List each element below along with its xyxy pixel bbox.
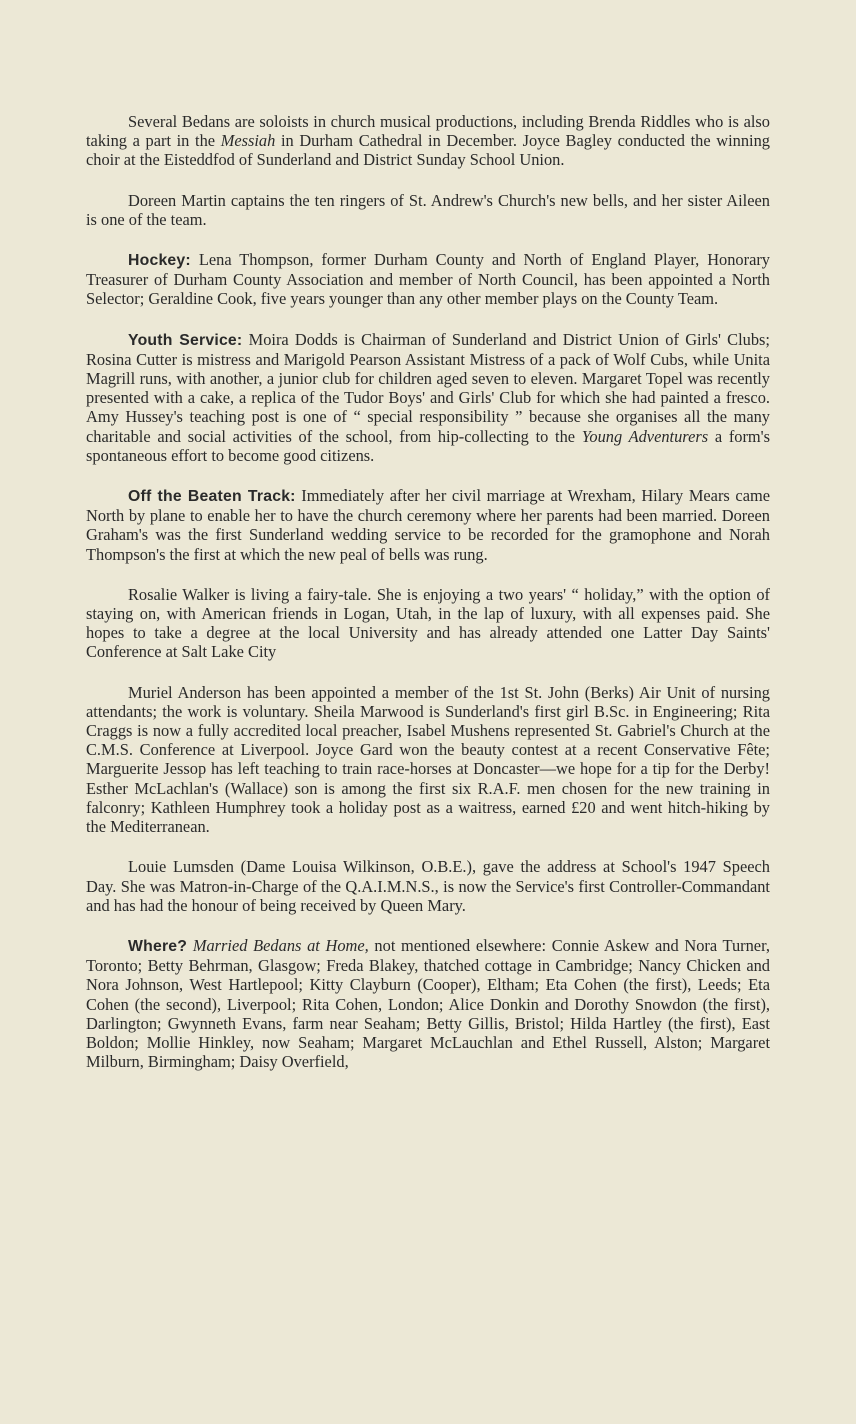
paragraph-text: Immediately after her civil marriage at Wrexham, Hilary Mears came North by plane to enable her to have the church ceremony where her parents had been married. Doreen Graham's was the first Sunderland wedding service to be recorded for the gramophone and Norah Thompson's the first at which the new peal of bells was rung. (86, 486, 770, 564)
paragraph-where (86, 936, 770, 1071)
section-heading-off-the-beaten-track: Off the Beaten Track: (128, 488, 296, 506)
paragraph-muriel-anderson (86, 683, 770, 837)
paragraph-rosalie-walker (86, 585, 770, 662)
paragraph-text: a form's spontaneous effort to become good citizens. (86, 426, 771, 465)
paragraph-text: Doreen Martin captains the ten ringers of St. Andrew's Church's new bells, and her sister Aileen is one of the team. (86, 190, 770, 229)
italic-title-married-bedans: Married Bedans at Home, (192, 935, 369, 955)
section-heading-youth-service: Youth Service: (128, 331, 243, 349)
paragraph-louie-lumsden (86, 857, 770, 915)
paragraph-text: not mentioned elsewhere: Connie Askew and Nora Turner, Toronto; Betty Behrman, Glasgow; Freda Blakey, thatched cottage in Cambridge; Nancy Chicken and Nora Johnson, West Hartlepool; Kitty Clayburn (Cooper), Eltham; Eta Cohen (the first), Leeds; Eta Cohen (the second), Liverpool; Rita Cohen, London; Alice Donkin and Dorothy Snowdon (the first), Darlington; Gwynneth Evans, farm near Seaham; Betty Gillis, Bristol; Hilda Hartley (the first), East Boldon; Mollie Hinkley, now Seaham; Margaret McLauchlan and Ethel Russell, Alston; Margaret Milburn, Birmingham; Daisy Overfield, (86, 935, 770, 1072)
section-heading-hockey: Hockey: (128, 252, 191, 270)
paragraph-text: Rosalie Walker is living a fairy-tale. She is enjoying a two years' “ holiday,” with the option of staying on, with American friends in Logan, Utah, in the lap of luxury, with all expenses paid. She hopes to take a degree at the local University and has already attended one Latter Day Saints' Conference at Salt Lake City (86, 584, 770, 662)
paragraph-hockey (86, 250, 770, 309)
paragraph-text: Muriel Anderson has been appointed a member of the 1st St. John (Berks) Air Unit of nursing attendants; the work is voluntary. Sheila Marwood is Sunderland's first girl B.Sc. in Engineering; Rita Craggs is now a fully accredited local preacher, Isabel Mushens represented St. Gabriel's Church at the C.M.S. Conference at Liverpool. Joyce Gard won the beauty contest at a recent Conservative Fête; Marguerite Jessop has left teaching to train race-horses at Doncaster—we hope for a tip for the Derby! Esther McLachlan's (Wallace) son is among the first six R.A.F. men chosen for the new training in falconry; Kathleen Humphrey took a holiday post as a waitress, earned £20 and went hitch-hiking by the Mediterranean. (86, 682, 770, 837)
paragraph-off-the-beaten-track (86, 486, 770, 564)
italic-title-messiah: Messiah (220, 131, 276, 151)
paragraph-musical-productions (86, 112, 770, 170)
paragraph-text: in Durham Cathedral in December. Joyce Bagley conducted the winning choir at the Eisteddfod of Sunderland and District Sunday School Union. (86, 131, 770, 170)
paragraph-youth-service (86, 330, 770, 465)
paragraph-text: Several Bedans are soloists in church musical productions, including Brenda Riddles who is also taking a part in the (86, 112, 770, 151)
document-page (86, 112, 770, 1092)
paragraph-text: Louie Lumsden (Dame Louisa Wilkinson, O.B.E.), gave the address at School's 1947 Speech Day. She was Matron-in-Charge of the Q.A.I.M.N.S., is now the Service's first Controller-Commandant and has had the honour of being received by Queen Mary. (86, 857, 770, 915)
paragraph-text: Lena Thompson, former Durham County and North of England Player, Honorary Treasurer of Durham County Association and member of North Council, has been appointed a North Selector; Geraldine Cook, five years younger than any other member plays on the County Team. (86, 250, 770, 309)
italic-title-young-adventurers: Young Adventurers (581, 426, 709, 446)
paragraph-text: Moira Dodds is Chairman of Sunderland and District Union of Girls' Clubs; Rosina Cutter is mistress and Marigold Pearson Assistant Mistress of a pack of Wolf Cubs, while Unita Magrill runs, with another, a junior club for children aged seven to eleven. Margaret Topel was recently presented with a cake, a replica of the Tudor Boys' and Girls' Club for which she had painted a fresco. Amy Hussey's teaching post is one of “ special responsibility ” because she organises all the many charitable and social activities of the school, from hip-collecting to the (86, 329, 770, 446)
paragraph-bell-ringers (86, 191, 770, 229)
section-heading-where: Where? (128, 937, 188, 955)
